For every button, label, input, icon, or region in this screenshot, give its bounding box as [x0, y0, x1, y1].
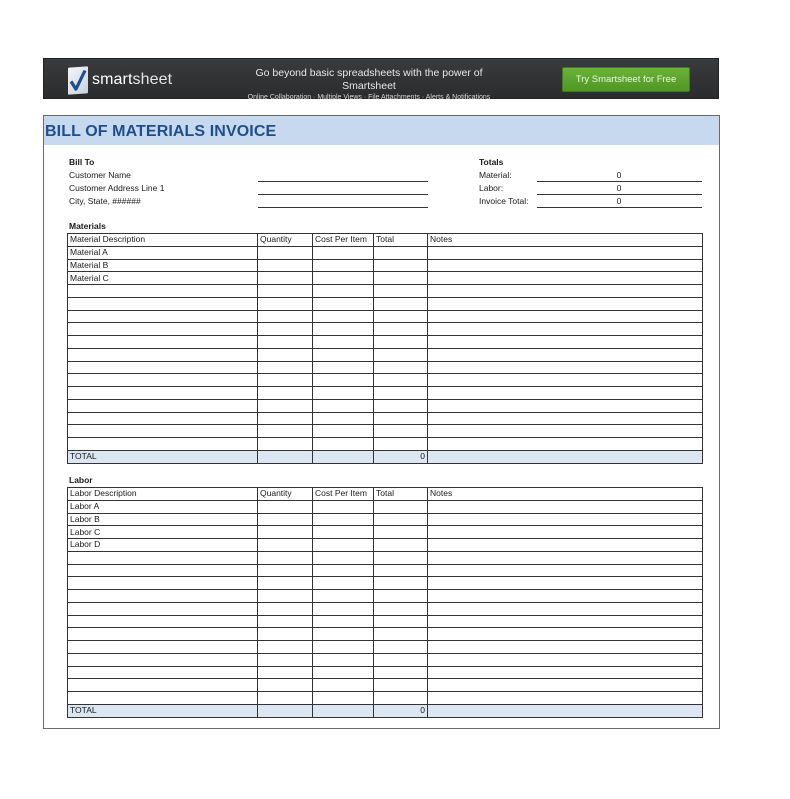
invoice-total-label: Invoice Total:: [479, 196, 529, 206]
table-cell[interactable]: [313, 348, 374, 361]
table-cell[interactable]: [428, 564, 703, 577]
table-cell[interactable]: [68, 628, 258, 641]
table-cell[interactable]: [258, 526, 313, 539]
table-cell[interactable]: [258, 513, 313, 526]
table-row: [68, 590, 703, 603]
table-cell[interactable]: [313, 628, 374, 641]
materials-table: [67, 233, 703, 464]
table-cell[interactable]: [313, 246, 374, 259]
table-cell[interactable]: [313, 513, 374, 526]
table-cell[interactable]: [428, 323, 703, 336]
table-cell[interactable]: [428, 310, 703, 323]
table-row: [68, 246, 703, 259]
table-cell[interactable]: [68, 387, 258, 400]
labor-heading: Labor: [69, 475, 93, 485]
table-cell[interactable]: [374, 551, 428, 564]
table-cell[interactable]: [313, 450, 374, 463]
table-row: [68, 297, 703, 310]
table-cell[interactable]: [68, 336, 258, 349]
table-cell[interactable]: [428, 272, 703, 285]
try-smartsheet-button[interactable]: Try Smartsheet for Free: [562, 67, 690, 92]
table-cell[interactable]: [374, 399, 428, 412]
table-cell[interactable]: [313, 336, 374, 349]
column-header: Cost Per Item: [313, 234, 374, 247]
table-row: [68, 500, 703, 513]
table-cell[interactable]: [68, 666, 258, 679]
table-cell[interactable]: [374, 564, 428, 577]
table-cell[interactable]: [258, 285, 313, 298]
table-cell[interactable]: [258, 666, 313, 679]
table-cell[interactable]: [258, 438, 313, 451]
table-row: [68, 692, 703, 705]
table-cell[interactable]: Labor A: [68, 500, 258, 513]
table-cell[interactable]: [313, 641, 374, 654]
table-cell[interactable]: [428, 450, 703, 463]
table-row: [68, 399, 703, 412]
table-row: [68, 551, 703, 564]
labor-table: [67, 487, 703, 718]
table-row: [68, 272, 703, 285]
table-cell[interactable]: [68, 374, 258, 387]
table-cell[interactable]: [258, 310, 313, 323]
table-cell[interactable]: 0: [374, 704, 428, 717]
table-cell[interactable]: [313, 285, 374, 298]
table-cell[interactable]: [258, 323, 313, 336]
table-cell[interactable]: [428, 336, 703, 349]
column-header: Quantity: [258, 488, 313, 501]
table-header-row: [68, 234, 703, 247]
table-cell[interactable]: [428, 590, 703, 603]
table-cell[interactable]: [68, 399, 258, 412]
table-cell[interactable]: Material A: [68, 246, 258, 259]
table-cell[interactable]: [374, 577, 428, 590]
table-cell[interactable]: [428, 246, 703, 259]
total-row: [68, 450, 703, 463]
invoice-sheet: [43, 115, 720, 729]
table-cell[interactable]: [374, 259, 428, 272]
customer-name-label: Customer Name: [69, 170, 131, 180]
table-cell[interactable]: TOTAL: [68, 704, 258, 717]
table-cell[interactable]: [313, 679, 374, 692]
table-cell[interactable]: [68, 348, 258, 361]
table-cell[interactable]: [68, 425, 258, 438]
table-row: [68, 323, 703, 336]
table-cell[interactable]: [428, 399, 703, 412]
table-cell[interactable]: [374, 438, 428, 451]
table-cell[interactable]: [68, 310, 258, 323]
table-cell[interactable]: Labor C: [68, 526, 258, 539]
table-cell[interactable]: [313, 564, 374, 577]
banner-tagline: [234, 67, 504, 103]
table-cell[interactable]: [428, 526, 703, 539]
table-cell[interactable]: [428, 387, 703, 400]
table-cell[interactable]: [258, 679, 313, 692]
table-row: [68, 310, 703, 323]
table-cell[interactable]: [428, 692, 703, 705]
table-cell[interactable]: [68, 679, 258, 692]
table-row: [68, 438, 703, 451]
table-cell[interactable]: Material C: [68, 272, 258, 285]
table-cell[interactable]: [258, 577, 313, 590]
column-header: Labor Description: [68, 488, 258, 501]
table-cell[interactable]: [258, 590, 313, 603]
table-cell[interactable]: [313, 704, 374, 717]
table-cell[interactable]: [258, 259, 313, 272]
table-cell[interactable]: [428, 374, 703, 387]
table-cell[interactable]: [258, 641, 313, 654]
table-cell[interactable]: [374, 412, 428, 425]
labor-total-value: 0: [616, 183, 622, 193]
table-cell[interactable]: [258, 336, 313, 349]
table-cell[interactable]: [258, 628, 313, 641]
table-cell[interactable]: Labor D: [68, 539, 258, 552]
table-cell[interactable]: [313, 425, 374, 438]
table-cell[interactable]: [313, 374, 374, 387]
column-header: Cost Per Item: [313, 488, 374, 501]
table-row: [68, 602, 703, 615]
table-cell[interactable]: [313, 272, 374, 285]
table-cell[interactable]: [258, 500, 313, 513]
table-cell[interactable]: [258, 692, 313, 705]
table-cell[interactable]: [374, 539, 428, 552]
table-cell[interactable]: Material B: [68, 259, 258, 272]
table-cell[interactable]: [68, 361, 258, 374]
customer-address-label: Customer Address Line 1: [69, 183, 165, 193]
title-bar: [44, 116, 719, 145]
table-cell[interactable]: [68, 564, 258, 577]
table-row: [68, 259, 703, 272]
table-cell[interactable]: [258, 704, 313, 717]
logo-wordmark: smartsheet: [92, 71, 173, 88]
table-cell[interactable]: [313, 310, 374, 323]
total-row: [68, 704, 703, 717]
table-cell[interactable]: [313, 666, 374, 679]
table-cell[interactable]: [68, 577, 258, 590]
table-row: [68, 387, 703, 400]
table-cell[interactable]: [428, 653, 703, 666]
table-cell[interactable]: [68, 297, 258, 310]
table-cell[interactable]: [68, 551, 258, 564]
table-row: [68, 526, 703, 539]
table-cell[interactable]: [313, 653, 374, 666]
table-cell[interactable]: [374, 323, 428, 336]
page-title: BILL OF MATERIALS INVOICE: [45, 123, 277, 140]
table-cell[interactable]: [428, 539, 703, 552]
table-cell[interactable]: [374, 285, 428, 298]
table-cell[interactable]: [374, 679, 428, 692]
table-row: [68, 361, 703, 374]
table-cell[interactable]: [68, 602, 258, 615]
table-row: [68, 348, 703, 361]
table-cell[interactable]: [428, 704, 703, 717]
table-header-row: [68, 488, 703, 501]
table-cell[interactable]: [258, 425, 313, 438]
table-cell[interactable]: [374, 374, 428, 387]
table-cell[interactable]: [428, 285, 703, 298]
table-cell[interactable]: [428, 361, 703, 374]
table-cell[interactable]: [313, 551, 374, 564]
table-cell[interactable]: [313, 615, 374, 628]
table-row: [68, 628, 703, 641]
table-row: [68, 374, 703, 387]
checkmark-logo-icon: [68, 66, 88, 94]
table-cell[interactable]: [68, 438, 258, 451]
table-cell[interactable]: [428, 577, 703, 590]
table-cell[interactable]: [428, 615, 703, 628]
table-cell[interactable]: [313, 387, 374, 400]
table-cell[interactable]: [374, 666, 428, 679]
table-cell[interactable]: [68, 653, 258, 666]
table-cell[interactable]: [374, 336, 428, 349]
table-cell[interactable]: [258, 412, 313, 425]
table-cell[interactable]: [428, 513, 703, 526]
table-cell[interactable]: [374, 526, 428, 539]
table-cell[interactable]: [258, 450, 313, 463]
table-cell[interactable]: [374, 590, 428, 603]
table-cell[interactable]: [313, 577, 374, 590]
table-cell[interactable]: [258, 348, 313, 361]
table-cell[interactable]: [68, 692, 258, 705]
table-cell[interactable]: [68, 323, 258, 336]
table-cell[interactable]: [374, 513, 428, 526]
totals-heading: Totals: [479, 157, 504, 167]
table-row: [68, 412, 703, 425]
table-cell[interactable]: [428, 412, 703, 425]
table-cell[interactable]: [374, 310, 428, 323]
table-cell[interactable]: [428, 425, 703, 438]
column-header: Total: [374, 488, 428, 501]
table-cell[interactable]: Labor B: [68, 513, 258, 526]
smartsheet-logo[interactable]: [68, 66, 172, 94]
table-cell[interactable]: [68, 590, 258, 603]
table-cell[interactable]: [374, 425, 428, 438]
table-cell[interactable]: [313, 412, 374, 425]
table-cell[interactable]: [374, 641, 428, 654]
table-cell[interactable]: 0: [374, 450, 428, 463]
table-cell[interactable]: [258, 399, 313, 412]
labor-total-underline: [537, 194, 702, 195]
table-cell[interactable]: [258, 297, 313, 310]
table-cell[interactable]: [258, 615, 313, 628]
table-cell[interactable]: [374, 653, 428, 666]
table-cell[interactable]: [258, 361, 313, 374]
table-cell[interactable]: [428, 259, 703, 272]
table-cell[interactable]: [374, 348, 428, 361]
table-row: [68, 336, 703, 349]
tagline-text: Go beyond basic spreadsheets with the power of Smartsheet: [255, 67, 483, 92]
features-text: Online Collaboration · Multiple Views · File Attachments · Alerts & Notifications: [247, 94, 491, 101]
table-cell[interactable]: [428, 551, 703, 564]
materials-heading: Materials: [69, 221, 106, 231]
table-cell[interactable]: [374, 692, 428, 705]
table-cell[interactable]: [313, 526, 374, 539]
column-header: Notes: [428, 234, 703, 247]
table-cell[interactable]: [313, 602, 374, 615]
table-row: [68, 615, 703, 628]
table-cell[interactable]: [68, 412, 258, 425]
table-cell[interactable]: [374, 361, 428, 374]
material-total-underline: [537, 181, 702, 182]
table-cell[interactable]: [258, 551, 313, 564]
table-cell[interactable]: [258, 539, 313, 552]
table-row: [68, 513, 703, 526]
table-cell[interactable]: [258, 653, 313, 666]
table-row: [68, 679, 703, 692]
table-cell[interactable]: [313, 399, 374, 412]
table-cell[interactable]: [374, 387, 428, 400]
column-header: Quantity: [258, 234, 313, 247]
smartsheet-promo-banner: [43, 58, 719, 99]
table-cell[interactable]: [258, 246, 313, 259]
table-cell[interactable]: TOTAL: [68, 450, 258, 463]
table-cell[interactable]: [313, 539, 374, 552]
bill-to-heading: Bill To: [69, 157, 95, 167]
table-cell[interactable]: [68, 641, 258, 654]
table-cell[interactable]: [374, 272, 428, 285]
table-cell[interactable]: [68, 285, 258, 298]
table-cell[interactable]: [258, 272, 313, 285]
material-total-label: Material:: [479, 170, 512, 180]
table-row: [68, 285, 703, 298]
table-cell[interactable]: [428, 628, 703, 641]
customer-name-field[interactable]: [258, 181, 428, 182]
column-header: Total: [374, 234, 428, 247]
table-row: [68, 577, 703, 590]
table-cell[interactable]: [68, 615, 258, 628]
table-cell[interactable]: [313, 361, 374, 374]
table-cell[interactable]: [428, 602, 703, 615]
table-row: [68, 564, 703, 577]
table-cell[interactable]: [428, 679, 703, 692]
table-cell[interactable]: [258, 387, 313, 400]
table-cell[interactable]: [313, 297, 374, 310]
table-cell[interactable]: [313, 438, 374, 451]
table-cell[interactable]: [258, 374, 313, 387]
table-cell[interactable]: [428, 500, 703, 513]
table-cell[interactable]: [428, 297, 703, 310]
table-cell[interactable]: [258, 564, 313, 577]
table-cell[interactable]: [374, 628, 428, 641]
table-cell[interactable]: [374, 615, 428, 628]
table-cell[interactable]: [374, 500, 428, 513]
city-state-label: City, State, ######: [69, 196, 141, 206]
table-cell[interactable]: [428, 641, 703, 654]
city-state-field[interactable]: [258, 207, 428, 208]
table-row: [68, 641, 703, 654]
table-cell[interactable]: [374, 246, 428, 259]
column-header: Notes: [428, 488, 703, 501]
table-cell[interactable]: [428, 438, 703, 451]
invoice-total-value: 0: [616, 196, 622, 206]
table-row: [68, 653, 703, 666]
table-cell[interactable]: [313, 692, 374, 705]
table-cell[interactable]: [313, 259, 374, 272]
table-row: [68, 666, 703, 679]
table-cell[interactable]: [374, 297, 428, 310]
table-row: [68, 425, 703, 438]
table-cell[interactable]: [313, 323, 374, 336]
labor-total-label: Labor:: [479, 183, 504, 193]
table-cell[interactable]: [258, 602, 313, 615]
table-cell[interactable]: [428, 666, 703, 679]
table-cell[interactable]: [428, 348, 703, 361]
table-cell[interactable]: [313, 500, 374, 513]
customer-address-field[interactable]: [258, 194, 428, 195]
table-cell[interactable]: [313, 590, 374, 603]
table-row: [68, 539, 703, 552]
invoice-total-underline: [537, 207, 702, 208]
material-total-value: 0: [616, 170, 622, 180]
column-header: Material Description: [68, 234, 258, 247]
table-cell[interactable]: [374, 602, 428, 615]
